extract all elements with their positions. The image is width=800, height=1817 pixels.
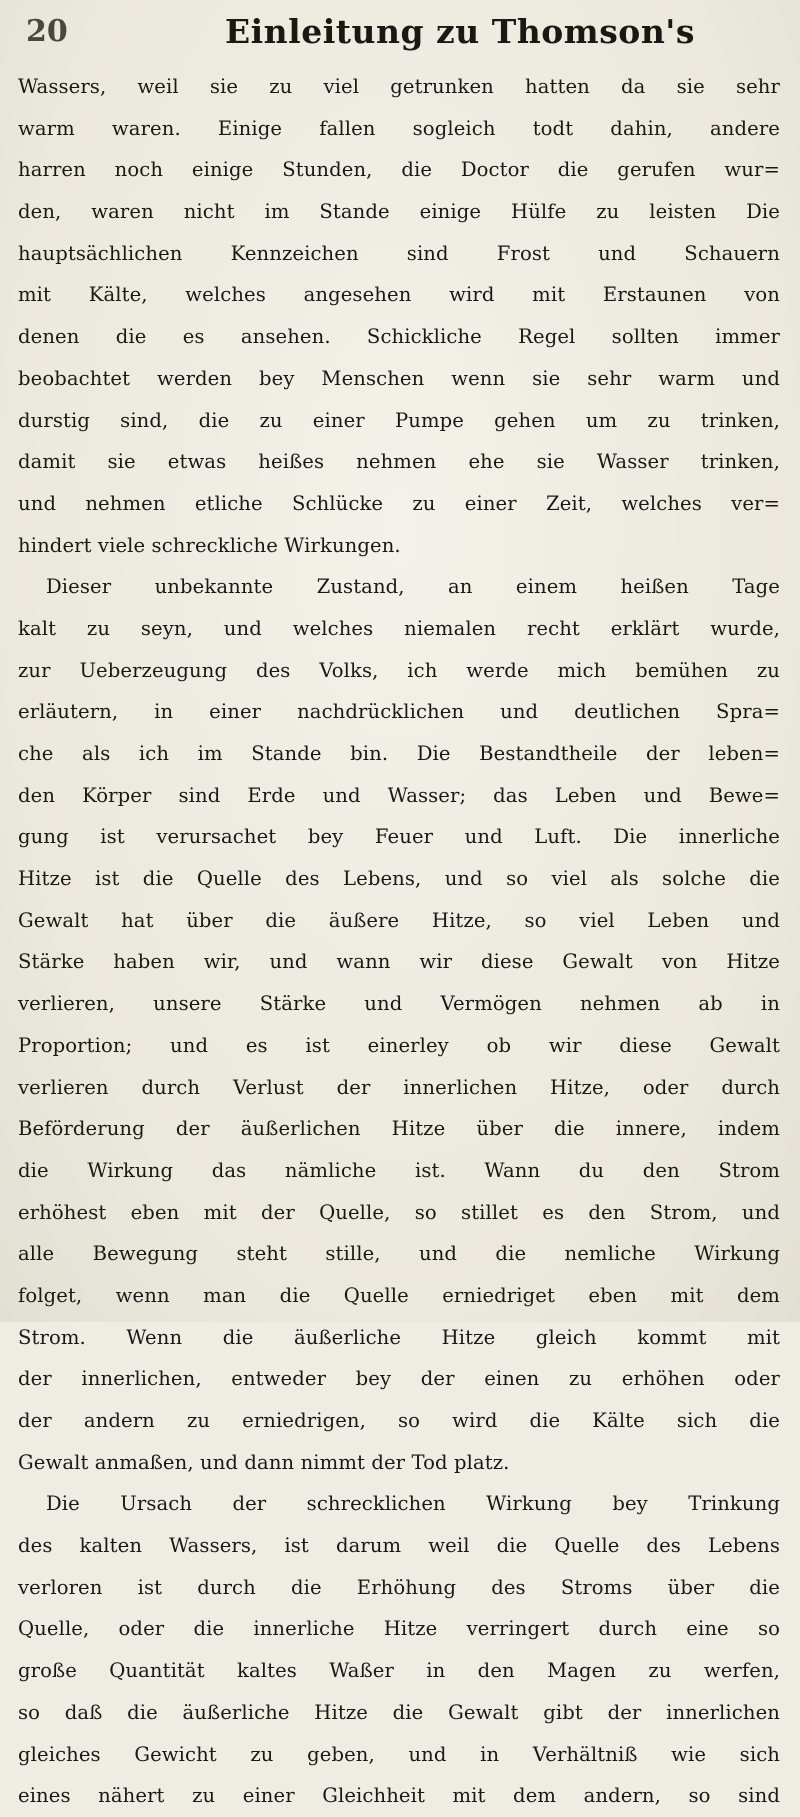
text-line: den, waren nicht im Stande einige Hülfe zu leisten Die bbox=[18, 200, 780, 224]
text-line: Gewalt hat über die äußere Hitze, so viel Leben und bbox=[18, 908, 780, 932]
text-line: Stärke haben wir, und wann wir diese Gewalt von Hitze bbox=[18, 950, 780, 974]
text-line: denen die es ansehen. Schickliche Regel sollten immer bbox=[18, 325, 780, 349]
text-line: der andern zu erniedrigen, so wird die Kälte sich die bbox=[18, 1409, 780, 1432]
text-line: verlieren, unsere Stärke und Vermögen nehmen ab in bbox=[18, 992, 780, 1016]
text-line: den Körper sind Erde und Wasser; das Leben und Bewe= bbox=[18, 783, 780, 807]
page-number: 20 bbox=[26, 14, 68, 49]
text-line: verloren ist durch die Erhöhung des Stroms über die bbox=[18, 1575, 780, 1599]
running-title: Einleitung zu Thomson's bbox=[224, 12, 695, 51]
text-line: gleiches Gewicht zu geben, und in Verhältniß wie sich bbox=[18, 1742, 780, 1766]
text-line: Beförderung der äußerlichen Hitze über die innere, indem bbox=[18, 1117, 780, 1141]
text-line: erhöhest eben mit der Quelle, so stillet es den Strom, und bbox=[18, 1200, 780, 1224]
text-line: Wassers, weil sie zu viel getrunken hatten da sie sehr bbox=[18, 75, 780, 98]
paragraph-end-line: Gewalt anmaßen, und dann nimmt der Tod platz. bbox=[18, 1450, 510, 1474]
text-line: damit sie etwas heißes nehmen ehe sie Wasser trinken, bbox=[18, 450, 780, 474]
page-header bbox=[0, 4, 800, 56]
text-line: eines nähert zu einer Gleichheit mit dem andern, so sind bbox=[18, 1784, 780, 1808]
text-line: kalt zu seyn, und welches niemalen recht erklärt wurde, bbox=[18, 616, 780, 640]
text-line: erläutern, in einer nachdrücklichen und deutlichen Spra= bbox=[18, 700, 780, 724]
text-line: mit Kälte, welches angesehen wird mit Erstaunen von bbox=[18, 283, 780, 307]
text-line: folget, wenn man die Quelle erniedriget eben mit dem bbox=[18, 1283, 780, 1307]
text-line: durstig sind, die zu einer Pumpe gehen um zu trinken, bbox=[18, 408, 780, 432]
text-line: alle Bewegung steht stille, und die nemliche Wirkung bbox=[18, 1242, 780, 1266]
text-line: che als ich im Stande bin. Die Bestandtheile der leben= bbox=[18, 742, 780, 765]
text-line: große Quantität kaltes Waßer in den Magen zu werfen, bbox=[18, 1659, 780, 1683]
text-line: so daß die äußerliche Hitze die Gewalt gibt der innerlichen bbox=[18, 1700, 780, 1724]
text-line: des kalten Wassers, ist darum weil die Quelle des Lebens bbox=[18, 1534, 780, 1558]
text-line: gung ist verursachet bey Feuer und Luft. Die innerliche bbox=[18, 825, 780, 849]
text-line: Quelle, oder die innerliche Hitze verringert durch eine so bbox=[18, 1617, 780, 1641]
body-text bbox=[18, 66, 780, 1817]
text-line: Hitze ist die Quelle des Lebens, und so viel als solche die bbox=[18, 867, 780, 891]
paragraph-start-line: Dieser unbekannte Zustand, an einem heißen Tage bbox=[46, 575, 780, 599]
text-line: und nehmen etliche Schlücke zu einer Zeit, welches ver= bbox=[18, 491, 780, 515]
text-line: die Wirkung das nämliche ist. Wann du den Strom bbox=[18, 1158, 780, 1182]
text-line: beobachtet werden bey Menschen wenn sie sehr warm und bbox=[18, 366, 780, 390]
text-line: der innerlichen, entweder bey der einen zu erhöhen oder bbox=[18, 1367, 780, 1391]
text-line: zur Ueberzeugung des Volks, ich werde mich bemühen zu bbox=[18, 658, 780, 682]
paragraph-end-line: hindert viele schreckliche Wirkungen. bbox=[18, 533, 401, 557]
text-line: Strom. Wenn die äußerliche Hitze gleich kommt mit bbox=[18, 1325, 780, 1349]
text-line: Proportion; und es ist einerley ob wir diese Gewalt bbox=[18, 1033, 780, 1057]
text-line: harren noch einige Stunden, die Doctor die gerufen wur= bbox=[18, 158, 780, 182]
text-line: warm waren. Einige fallen sogleich todt dahin, andere bbox=[18, 116, 780, 140]
paragraph-start-line: Die Ursach der schrecklichen Wirkung bey Trinkung bbox=[46, 1492, 780, 1516]
text-line: verlieren durch Verlust der innerlichen Hitze, oder durch bbox=[18, 1075, 780, 1099]
text-line: hauptsächlichen Kennzeichen sind Frost und Schauern bbox=[18, 241, 780, 265]
